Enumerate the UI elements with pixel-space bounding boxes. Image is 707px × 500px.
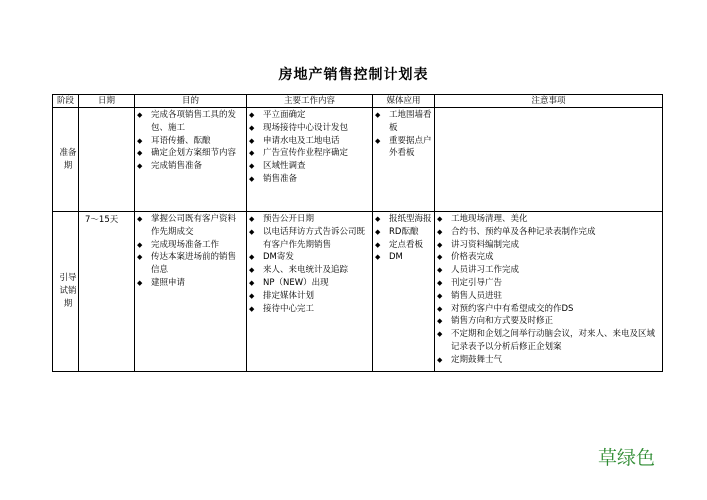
bullet-list (135, 212, 246, 290)
list-item-text: 接待中心完工 (263, 303, 315, 314)
table-row (53, 108, 663, 212)
diamond-bullet-icon: ◆ (137, 162, 143, 171)
header-date: 日期 (79, 95, 135, 108)
table-header-row (53, 95, 663, 108)
list-item (249, 251, 370, 264)
list-item (249, 173, 370, 186)
list-item (137, 135, 244, 148)
diamond-bullet-icon: ◆ (137, 253, 143, 262)
list-item (249, 226, 370, 252)
diamond-bullet-icon: ◆ (249, 304, 255, 313)
list-item (249, 160, 370, 173)
list-item (437, 226, 660, 239)
list-item-text: 平立面确定 (263, 110, 306, 120)
list-item-text: 确定企划方案细节内容 (151, 148, 237, 159)
list-item (375, 109, 432, 135)
date-cell: 7～15天 (79, 212, 135, 372)
list-item (137, 251, 244, 277)
list-item (375, 213, 432, 226)
list-item (437, 315, 660, 328)
header-work: 主要工作内容 (247, 95, 373, 108)
list-item (437, 303, 660, 316)
list-item-text: 预告公开日期 (263, 214, 315, 224)
list-item-text: 人员讲习工作完成 (451, 265, 520, 276)
list-item-text: 工地现场清理、美化 (451, 214, 528, 224)
diamond-bullet-icon: ◆ (137, 215, 143, 223)
stage-label: 引导试销期 (59, 273, 77, 309)
diamond-bullet-icon: ◆ (249, 291, 255, 300)
bullet-list (373, 212, 434, 264)
diamond-bullet-icon: ◆ (249, 123, 255, 132)
diamond-bullet-icon: ◆ (375, 240, 381, 249)
list-item-text: DM (389, 252, 403, 263)
list-item-text: 完成现场准备工作 (151, 239, 220, 250)
purpose-cell (135, 212, 247, 372)
list-item (375, 226, 432, 239)
list-item-text: 价格表完成 (451, 252, 494, 263)
diamond-bullet-icon: ◆ (437, 355, 443, 364)
list-item-text: 对预约客户中有希望成交的作DS (451, 303, 574, 314)
list-item (437, 239, 660, 252)
list-item-text: 排定媒体计划 (263, 290, 315, 301)
diamond-bullet-icon: ◆ (437, 215, 443, 223)
list-item (249, 264, 370, 277)
list-item (437, 277, 660, 290)
sales-control-plan-table (52, 94, 663, 372)
stage-cell (53, 212, 79, 372)
list-item-text: 工地围墙看板 (389, 110, 432, 133)
list-item (249, 135, 370, 148)
list-item (375, 135, 432, 161)
bullet-list (435, 108, 662, 109)
list-item-text: 广告宣传作业程序确定 (263, 148, 349, 159)
media-cell (373, 212, 435, 372)
diamond-bullet-icon: ◆ (249, 253, 255, 262)
list-item-text: 以电话拜访方式告诉公司既有客户作先期销售 (263, 226, 366, 250)
diamond-bullet-icon: ◆ (375, 253, 381, 262)
list-item-text: DM寄发 (263, 252, 294, 263)
header-media: 媒体应用 (373, 95, 435, 108)
list-item-text: 重要据点户外看板 (389, 135, 432, 159)
diamond-bullet-icon: ◆ (249, 136, 255, 145)
list-item (249, 147, 370, 160)
diamond-bullet-icon: ◆ (437, 317, 443, 326)
list-item (249, 303, 370, 316)
diamond-bullet-icon: ◆ (137, 149, 143, 158)
list-item-text: RD酝酿 (389, 226, 419, 237)
diamond-bullet-icon: ◆ (249, 111, 255, 119)
diamond-bullet-icon: ◆ (375, 227, 381, 236)
list-item (249, 290, 370, 303)
list-item (249, 109, 370, 122)
list-item-text: 定点看板 (389, 239, 424, 250)
list-item (137, 277, 244, 290)
bullet-list (135, 108, 246, 173)
list-item (437, 264, 660, 277)
diamond-bullet-icon: ◆ (375, 111, 381, 119)
list-item-text: 传达本案进场前的销售信息 (151, 252, 237, 276)
diamond-bullet-icon: ◆ (437, 291, 443, 300)
list-item (437, 354, 660, 367)
list-item (249, 277, 370, 290)
header-purpose: 目的 (135, 95, 247, 108)
list-item (249, 213, 370, 226)
list-item (437, 290, 660, 303)
bullet-list (247, 212, 372, 315)
notes-cell (435, 212, 663, 372)
diamond-bullet-icon: ◆ (249, 215, 255, 223)
diamond-bullet-icon: ◆ (249, 149, 255, 158)
diamond-bullet-icon: ◆ (249, 174, 255, 183)
list-item-text: 申请水电及工地电话 (263, 135, 340, 146)
list-item-text: 区域性调查 (263, 161, 306, 172)
diamond-bullet-icon: ◆ (437, 304, 443, 313)
diamond-bullet-icon: ◆ (437, 278, 443, 287)
table-row (53, 212, 663, 372)
list-item-text: 建照申请 (151, 277, 186, 288)
list-item (137, 160, 244, 173)
diamond-bullet-icon: ◆ (437, 240, 443, 249)
list-item-text: 掌握公司既有客户资料作先期成交 (151, 214, 237, 237)
list-item (437, 213, 660, 226)
list-item (375, 251, 432, 264)
diamond-bullet-icon: ◆ (437, 330, 443, 339)
header-notes: 注意事项 (435, 95, 663, 108)
page-title: 房地产销售控制计划表 (278, 67, 429, 83)
diamond-bullet-icon: ◆ (375, 215, 381, 223)
diamond-bullet-icon: ◆ (249, 278, 255, 287)
list-item-text: 销售人员进驻 (451, 290, 503, 301)
bullet-list (435, 212, 662, 367)
work-cell (247, 212, 373, 372)
notes-cell (435, 108, 663, 212)
list-item (249, 122, 370, 135)
diamond-bullet-icon: ◆ (249, 227, 255, 236)
list-item-text: 定期鼓舞士气 (451, 354, 503, 365)
list-item-text: 耳语传播、酝酿 (151, 135, 211, 146)
list-item-text: 报纸型海报 (389, 214, 432, 224)
list-item (437, 328, 660, 354)
list-item (375, 239, 432, 252)
list-item-text: 来人、来电统计及追踪 (263, 265, 349, 276)
diamond-bullet-icon: ◆ (437, 253, 443, 262)
list-item (437, 251, 660, 264)
list-item-text: 讲习资料编制完成 (451, 239, 520, 250)
list-item (137, 239, 244, 252)
diamond-bullet-icon: ◆ (249, 266, 255, 275)
diamond-bullet-icon: ◆ (137, 111, 143, 119)
list-item-text: 完成销售准备 (151, 161, 203, 172)
list-item-text: 销售方向和方式要及时修正 (451, 316, 554, 327)
purpose-cell (135, 108, 247, 212)
list-item (137, 109, 244, 135)
diamond-bullet-icon: ◆ (137, 240, 143, 249)
diamond-bullet-icon: ◆ (437, 266, 443, 275)
list-item-text: NP（NEW）出现 (263, 277, 329, 288)
diamond-bullet-icon: ◆ (375, 136, 381, 145)
stage-label: 准备期 (59, 147, 77, 171)
diamond-bullet-icon: ◆ (437, 227, 443, 236)
work-cell (247, 108, 373, 212)
stage-cell (53, 108, 79, 212)
watermark-text: 草绿色 (597, 447, 655, 469)
media-cell (373, 108, 435, 212)
list-item-text: 不定期和企划之间举行动脑会议，对来人、来电及区域记录表予以分析后修正企划案 (451, 329, 656, 352)
date-cell (79, 108, 135, 212)
list-item-text: 现场接待中心设计发包 (263, 122, 349, 133)
header-stage: 阶段 (53, 95, 79, 108)
diamond-bullet-icon: ◆ (249, 162, 255, 171)
bullet-list (247, 108, 372, 186)
list-item-text: 合约书、预约单及各种记录表制作完成 (451, 226, 596, 237)
diamond-bullet-icon: ◆ (137, 136, 143, 145)
list-item (137, 147, 244, 160)
list-item-text: 刊定引导广告 (451, 277, 503, 288)
list-item (137, 213, 244, 239)
list-item-text: 完成各项销售工具的发包、施工 (151, 110, 237, 133)
bullet-list (373, 108, 434, 160)
diamond-bullet-icon: ◆ (137, 278, 143, 287)
list-item-text: 销售准备 (263, 173, 298, 184)
